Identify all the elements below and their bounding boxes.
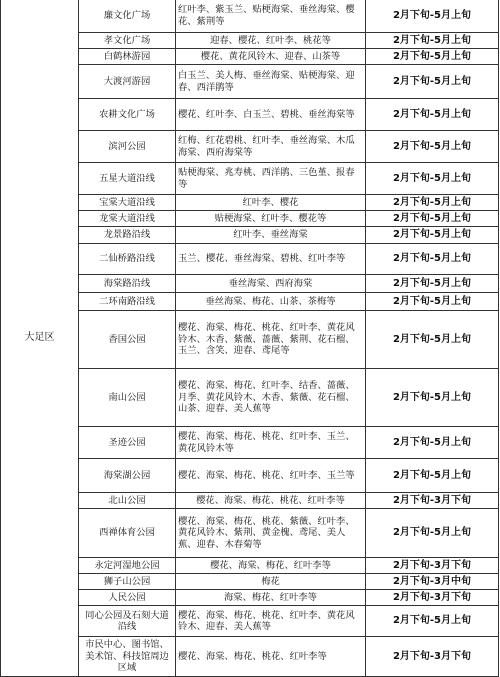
period-cell: 2月下旬-5月上旬 (366, 311, 499, 369)
flowers-cell: 樱花、海棠、梅花、桃花、红叶李、玉兰、黄花风铃木等 (176, 427, 366, 459)
table-body (1, 0, 499, 677)
flowers-cell: 垂丝海棠、梅花、山茶、茶梅等 (176, 293, 366, 311)
place-cell: 农耕文化广场 (79, 99, 176, 131)
flowers-cell: 樱花、海棠、梅花、红叶李、结香、蔷薇、月季、黄花风铃木、木香、紫薇、花石榴、山茶、迎春、美人蕉等 (176, 369, 366, 427)
place-cell: 人民公园 (79, 590, 176, 606)
place-cell: 狮子山公园 (79, 574, 176, 590)
place-cell: 滨河公园 (79, 131, 176, 163)
period-cell: 2月下旬-5月上旬 (366, 244, 499, 275)
place-cell: 香国公园 (79, 311, 176, 369)
place-cell: 大渡河游园 (79, 65, 176, 99)
flowers-cell: 樱花、海棠、梅花、桃花、红叶李等 (176, 637, 366, 677)
period-cell: 2月下旬-5月上旬 (366, 99, 499, 131)
flowers-cell: 樱花、海棠、梅花、桃花、紫薇、红叶李、黄花风铃木、紫荆、黄金槐、鸢尾、美人蕉、迎春、木春菊等 (176, 509, 366, 558)
flowers-cell: 樱花、海棠、梅花、桃花、红叶李、黄花风铃木、迎春、美人蕉等 (176, 606, 366, 637)
flowers-cell: 樱花、红叶李、白玉兰、碧桃、垂丝海棠等 (176, 99, 366, 131)
table-row (1, 0, 499, 33)
flowers-cell: 红梅、红花碧桃、红叶李、垂丝海棠、木瓜海棠、西府海棠等 (176, 131, 366, 163)
period-cell: 2月下旬-3月下旬 (366, 558, 499, 574)
flowers-cell: 樱花、黄花风铃木、迎春、山茶等 (176, 49, 366, 65)
flowers-cell: 玉兰、樱花、垂丝海棠、碧桃、红叶李等 (176, 244, 366, 275)
place-cell: 龙景路沿线 (79, 227, 176, 244)
period-cell: 2月下旬-3月下旬 (366, 637, 499, 677)
place-cell: 海棠湖公园 (79, 459, 176, 493)
period-cell: 2月下旬-5月上旬 (366, 33, 499, 49)
period-cell: 2月下旬-5月上旬 (366, 606, 499, 637)
period-cell: 2月下旬-5月上旬 (366, 227, 499, 244)
period-cell: 2月下旬-5月上旬 (366, 211, 499, 227)
flowers-cell: 贴梗海棠、兆寿桃、西洋鹃、三色堇、报春等 (176, 163, 366, 195)
place-cell: 廉文化广场 (79, 0, 176, 33)
flowers-cell: 樱花、海棠、梅花、桃花、红叶李等 (176, 493, 366, 509)
place-cell: 龙棠大道沿线 (79, 211, 176, 227)
flowers-cell: 垂丝海棠、西府海棠 (176, 275, 366, 293)
period-cell: 2月下旬-5月上旬 (366, 163, 499, 195)
flowers-cell: 迎春、樱花、红叶李、桃花等 (176, 33, 366, 49)
period-cell: 2月下旬-5月上旬 (366, 195, 499, 211)
period-cell: 2月下旬-5月上旬 (366, 65, 499, 99)
place-cell: 二环南路沿线 (79, 293, 176, 311)
place-cell: 二仙桥路沿线 (79, 244, 176, 275)
period-cell: 2月下旬-3月中旬 (366, 574, 499, 590)
period-cell: 2月下旬-3月下旬 (366, 590, 499, 606)
flowers-cell: 红叶李、紫玉兰、贴梗海棠、垂丝海棠、樱花、紫荆等 (176, 0, 366, 33)
flowers-cell: 红叶李、垂丝海棠 (176, 227, 366, 244)
period-cell: 2月下旬-5月上旬 (366, 427, 499, 459)
place-cell: 圣迹公园 (79, 427, 176, 459)
place-cell: 北山公园 (79, 493, 176, 509)
place-cell: 宝棠大道沿线 (79, 195, 176, 211)
flowers-cell: 樱花、海棠、梅花、桃花、红叶李、玉兰等 (176, 459, 366, 493)
place-cell: 西禅体育公园 (79, 509, 176, 558)
period-cell: 2月下旬-5月上旬 (366, 459, 499, 493)
period-cell: 2月下旬-5月上旬 (366, 131, 499, 163)
flowers-cell: 海棠、梅花、红叶李等 (176, 590, 366, 606)
place-cell: 海棠路沿线 (79, 275, 176, 293)
flowers-cell: 白玉兰、美人梅、垂丝海棠、贴梗海棠、迎春、西洋鹃等 (176, 65, 366, 99)
place-cell: 市民中心、图书馆、美术馆、科技馆周边区域 (79, 637, 176, 677)
place-cell: 同心公园及石刻大道沿线 (79, 606, 176, 637)
place-cell: 五星大道沿线 (79, 163, 176, 195)
period-cell: 2月下旬-5月上旬 (366, 275, 499, 293)
period-cell: 2月下旬-5月上旬 (366, 293, 499, 311)
district-cell: 大足区 (1, 0, 79, 677)
place-cell: 白鹤林游园 (79, 49, 176, 65)
period-cell: 2月下旬-5月上旬 (366, 0, 499, 33)
flowers-cell: 红叶李、樱花 (176, 195, 366, 211)
period-cell: 2月下旬-5月上旬 (366, 49, 499, 65)
flowers-cell: 贴梗海棠、红叶李、樱花等 (176, 211, 366, 227)
period-cell: 2月下旬-3月下旬 (366, 493, 499, 509)
place-cell: 南山公园 (79, 369, 176, 427)
flowers-cell: 樱花、海棠、梅花、桃花、红叶李、黄花风铃木、木香、紫薇、蔷薇、紫荆、花石榴、玉兰、含笑、迎春、鸢尾等 (176, 311, 366, 369)
place-cell: 孝文化广场 (79, 33, 176, 49)
flowers-cell: 樱花、海棠、梅花、红叶李等 (176, 558, 366, 574)
period-cell: 2月下旬-5月上旬 (366, 509, 499, 558)
period-cell: 2月下旬-5月上旬 (366, 369, 499, 427)
place-cell: 永定河湿地公园 (79, 558, 176, 574)
flowers-cell: 梅花 (176, 574, 366, 590)
